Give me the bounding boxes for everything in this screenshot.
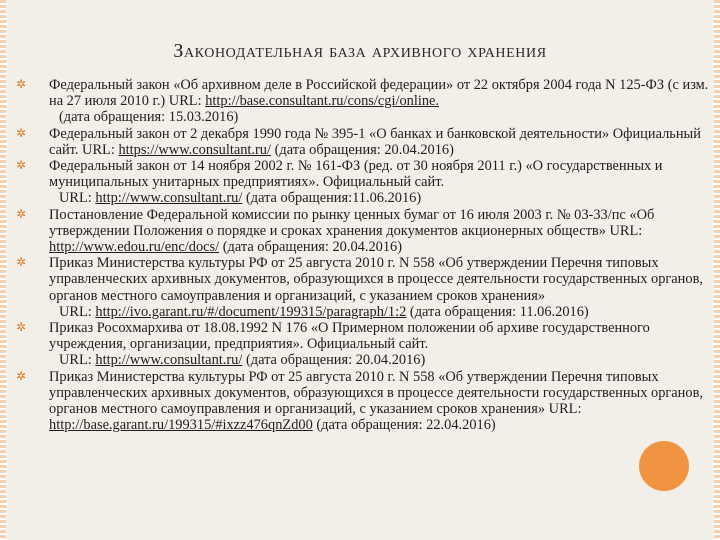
bullet-icon: ✲ bbox=[16, 255, 27, 270]
list-item bbox=[14, 207, 714, 256]
item-text: Приказ Министерства культуры РФ от 25 августа 2010 г. N 558 «Об утверждении Перечня типовых управленческих архивных документов, образующихся в процессе деятельности государственных органов, органов местного самоуправления и организаций, с указанием сроков хранения» bbox=[49, 255, 703, 304]
list-item bbox=[14, 158, 714, 207]
url-prefix: URL: bbox=[59, 190, 96, 207]
list-item bbox=[14, 255, 714, 320]
page-title: Законодательная база архивного хранения bbox=[173, 40, 547, 62]
item-text: Федеральный закон от 2 декабря 1990 года № 395-1 «О банках и банковской деятельности» Официальный сайт. URL: bbox=[49, 125, 701, 158]
item-date: (дата обращения:11.06.2016) bbox=[242, 190, 422, 207]
bullet-icon: ✲ bbox=[16, 158, 27, 173]
bullet-icon: ✲ bbox=[16, 77, 27, 91]
decorative-orange-circle bbox=[639, 441, 689, 491]
list-item bbox=[14, 126, 714, 158]
url-prefix: URL: bbox=[59, 352, 96, 369]
item-date: (дата обращения: 22.04.2016) bbox=[312, 417, 496, 434]
bullet-icon: ✲ bbox=[16, 125, 27, 140]
list-item bbox=[14, 369, 714, 434]
item-url-link[interactable]: https://www.consultant.ru/ bbox=[118, 141, 271, 158]
item-url-link[interactable]: http://www.consultant.ru/ bbox=[95, 190, 243, 207]
item-text: Приказ Росохмархива от 18.08.1992 N 176 «О Примерном положении об архиве государственного учреждения, организации, предприятия». Официальный сайт. bbox=[49, 320, 650, 353]
item-date: (дата обращения: 20.04.2016) bbox=[242, 352, 426, 369]
item-date: (дата обращения: 11.06.2016) bbox=[406, 303, 589, 320]
item-url-link[interactable]: http://base.consultant.ru/cons/cgi/online. bbox=[205, 93, 440, 110]
right-border-decoration bbox=[714, 0, 720, 540]
bullet-icon: ✲ bbox=[16, 368, 27, 383]
item-text: Федеральный закон от 14 ноября 2002 г. № 161-ФЗ (ред. от 30 ноября 2011 г.) «О государственных и муниципальных унитарных предприятиях». Официальный сайт. bbox=[49, 158, 663, 191]
item-date: (дата обращения: 20.04.2016) bbox=[219, 239, 403, 256]
list-item bbox=[14, 320, 714, 369]
item-url-link[interactable]: http://www.edou.ru/enc/docs/ bbox=[49, 239, 220, 256]
item-url-link[interactable]: http://base.garant.ru/199315/#ixzz476qnZd00 bbox=[49, 417, 313, 434]
url-prefix: URL: bbox=[59, 303, 96, 320]
left-border-decoration bbox=[0, 0, 6, 540]
item-url-link[interactable]: http://ivo.garant.ru/#/document/199315/paragraph/1:2 bbox=[95, 303, 407, 320]
item-date: (дата обращения: 20.04.2016) bbox=[271, 141, 454, 158]
bullet-icon: ✲ bbox=[16, 320, 27, 335]
list-item bbox=[14, 77, 714, 126]
law-list bbox=[14, 77, 714, 433]
bullet-icon: ✲ bbox=[16, 206, 27, 221]
item-date-line: (дата обращения: 15.03.2016) bbox=[59, 109, 239, 126]
item-text: Приказ Министерства культуры РФ от 25 августа 2010 г. N 558 «Об утверждении Перечня типовых управленческих архивных документов, образующихся в процессе деятельности государственных органов, органов местного самоуправления и организаций, с указанием сроков хранения» URL: bbox=[49, 368, 703, 418]
item-url-link[interactable]: http://www.consultant.ru/ bbox=[95, 352, 243, 369]
item-text: Федеральный закон «Об архивном деле в Российской федерации» от 22 октября 2004 года N 125-ФЗ (с изм. на 27 июля 2010 г.) URL: bbox=[49, 77, 709, 110]
item-text: Постановление Федеральной комиссии по рынку ценных бумаг от 16 июля 2003 г. № 03-33/пс «Об утверждении Положения о порядке и сроках хранения документов акционерных обществ» URL: bbox=[49, 206, 655, 239]
